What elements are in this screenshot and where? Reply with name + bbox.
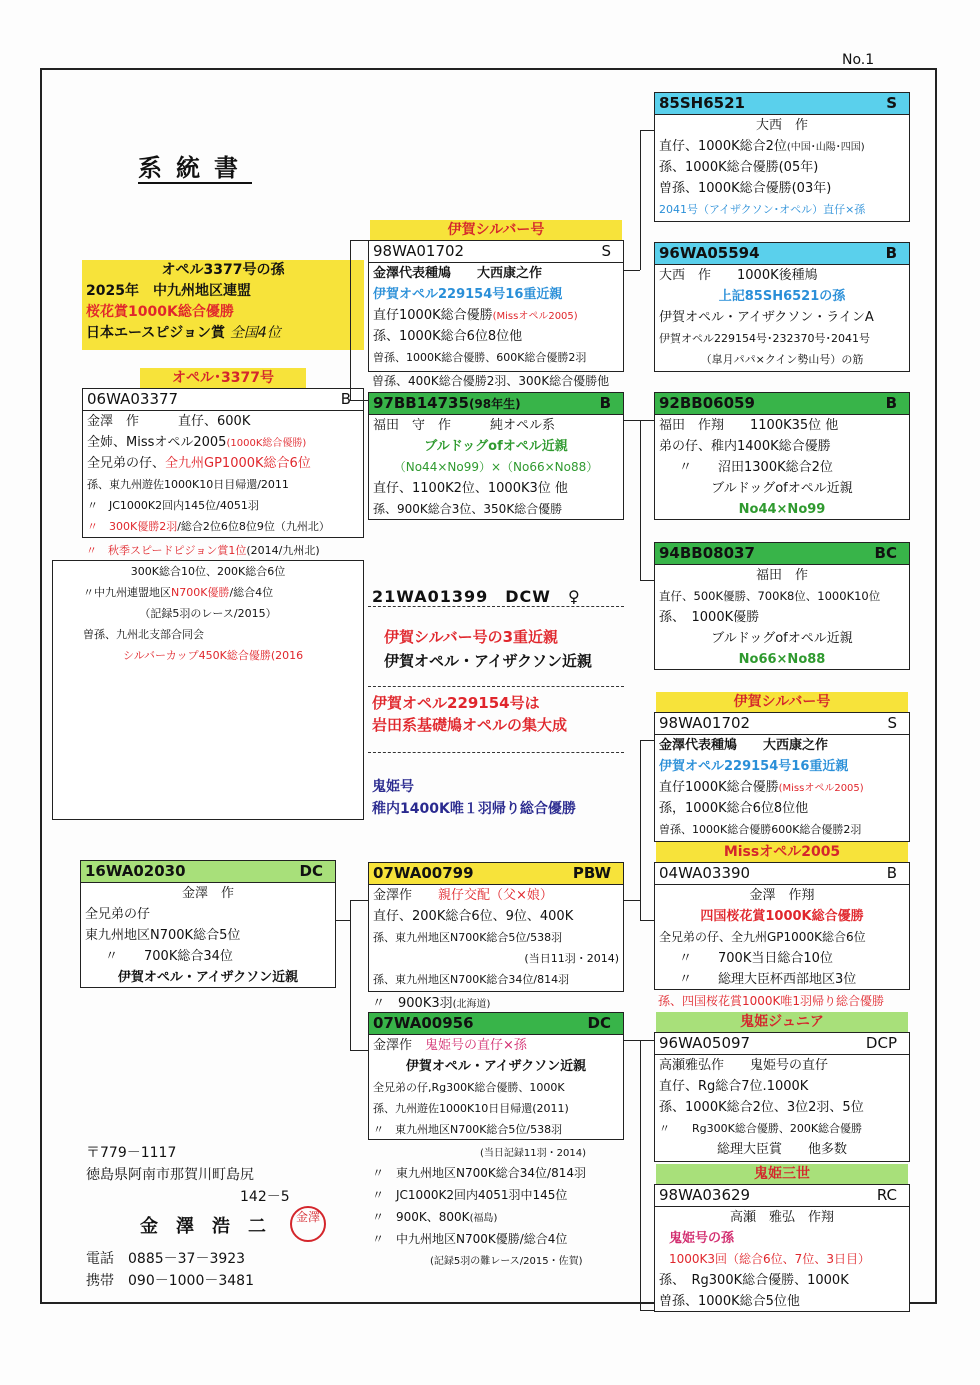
b-dam-overflow: 〃 中九州地区N700K優勝/総合4位 (372, 1232, 568, 1246)
connector (640, 920, 654, 921)
b-dam-line: 伊賀オペル・アイザクソン近親 (405, 1059, 587, 1074)
b-dam-line: 金澤作 鬼姫号の直仔×孫 (373, 1038, 527, 1053)
sd-line: 大西 作 1000K後種鳩 (659, 268, 818, 283)
b-sire-line: (当日11羽・2014) (524, 952, 619, 965)
bottom-left-line: 〃 700K総合34位 (105, 949, 233, 964)
bss-box (654, 1032, 910, 1162)
b-dam-header: 07WA00956 DC (369, 1013, 623, 1035)
sire2-box (654, 712, 910, 842)
ss-line: 曽孫、1000K総合優勝(03年) (659, 181, 832, 196)
bsd-label: 鬼姫三世 (656, 1164, 908, 1184)
connector (624, 900, 640, 901)
subject-line: 金澤 作 直仔、600K (87, 414, 251, 429)
connector (350, 1050, 368, 1051)
b-sire-line: 直仔、200K総合6位、9位、400K (373, 909, 574, 924)
subject-label: オペル･3377号 (140, 368, 306, 388)
ss-line: 直仔、1000K総合2位(中国･山陽･四国) (659, 139, 865, 154)
summary-line: 桜花賞1000K総合優勝 (86, 304, 234, 320)
summary-box (82, 260, 364, 350)
owner-address: 徳島県阿南市那賀川町島尻 (86, 1167, 254, 1183)
ss-line: 2041号（アイザクソン･オペル）直仔×孫 (659, 203, 866, 216)
bss-line: 高瀬雅弘作 鬼姫号の直仔 (659, 1058, 829, 1073)
dam-line: 福田 守 作 純オペル系 (373, 418, 556, 433)
ds-header: 92BB06059 B (655, 393, 909, 415)
bottom-left-box (80, 860, 336, 988)
sire-label: 伊賀シルバー号 (370, 220, 622, 240)
owner-postal: 〒779－1117 (86, 1145, 177, 1161)
b-sire-line: 孫、東九州地区N700K総合5位/538羽 (373, 931, 563, 944)
ds-line: 福田 作翔 1100K35位 他 (659, 418, 839, 433)
dd-box (654, 542, 910, 670)
connector (350, 900, 351, 1050)
ss-line: 大西 作 (755, 118, 808, 133)
ds-box (654, 392, 910, 520)
middle-ring: 21WA01399 DCW ♀ (372, 587, 581, 606)
b-dam-line: 全兄弟の仔,Rg300K総合優勝、1000K (373, 1081, 565, 1094)
dam2-line: 金澤 作翔 (749, 888, 815, 903)
sire-header: 98WA01702 S (369, 241, 623, 263)
sd-header: 96WA05594 B (655, 243, 909, 265)
summary-line: 日本エースピジョン賞 全国4位 (86, 325, 281, 341)
dam2-line: 〃 700K当日総合10位 (679, 951, 833, 966)
b-dam-line: 〃 東九州地区N700K総合5位/538羽 (373, 1123, 563, 1136)
page-title: 系統書 (138, 154, 252, 182)
sd-line: 上記85SH6521の孫 (718, 289, 846, 304)
bsd-box (654, 1184, 910, 1312)
sd-box (654, 242, 910, 372)
bss-line: 直仔、Rg総合7位.1000K (659, 1079, 809, 1094)
connector (640, 1310, 654, 1311)
bottom-left-line: 全兄弟の仔 (85, 907, 151, 922)
dam-line: 孫、900K総合3位、350K総合優勝 (373, 502, 563, 516)
subject-line: 〃 JC1000K2回内145位/4051羽 (87, 499, 259, 512)
page-number: No.1 (842, 52, 875, 68)
b-dam-overflow: (記録5羽の難レース/2015・佐賀) (430, 1256, 583, 1267)
dash-line (368, 752, 624, 753)
subject-line: 全兄弟の仔、全九州GP1000K総合6位 (87, 456, 311, 471)
b-sire-line: 孫、東九州地区N700K総合34位/814羽 (373, 973, 570, 986)
dash-line (368, 606, 624, 607)
connector (336, 920, 350, 921)
b-dam-overflow: 〃 東九州地区N700K総合34位/814羽 (372, 1166, 586, 1180)
connector (350, 240, 351, 400)
b-dam-box (368, 1012, 624, 1140)
connector (640, 420, 641, 580)
subject-more-line: （記録5羽のレース/2015） (139, 607, 277, 620)
sire2-label: 伊賀シルバー号 (656, 692, 908, 712)
middle-line: 伊賀シルバー号の3重近親 (384, 628, 559, 646)
sire2-header: 98WA01702 S (655, 713, 909, 735)
sire-box (368, 240, 624, 372)
bsd-line: 曽孫、1000K総合5位他 (659, 1294, 800, 1309)
subject-more-line: 曽孫、九州北支部合同会 (83, 628, 204, 641)
sire2-line: 伊賀オペル229154号16重近親 (659, 759, 849, 774)
b-sire-overflow: 〃 900K3羽(北海道) (372, 996, 491, 1011)
dd-line: 孫、 1000K優勝 (659, 610, 760, 625)
bsd-line: 鬼姫号の孫 (669, 1231, 735, 1246)
dd-line: ブルドッグofオペル近親 (711, 631, 853, 646)
connector (640, 740, 641, 920)
dd-header: 94BB08037 BC (655, 543, 909, 565)
owner-seal: 金澤 (290, 1206, 326, 1242)
sire2-line: 曽孫、1000K総合優勝600K総合優勝2羽 (659, 823, 862, 836)
b-sire-line: 金澤作 親仔交配（父×娘） (373, 888, 553, 903)
connector (640, 130, 641, 270)
dd-line: 福田 作 (755, 568, 808, 583)
connector (624, 420, 654, 421)
sire2-line: 金澤代表種鳩 大西康之作 (659, 738, 829, 753)
dam-line: ブルドッグofオペル近親 (424, 439, 568, 454)
subject-more-line: 〃中九州連盟地区N700K優勝/総合4位 (83, 586, 274, 599)
subject-box (82, 388, 364, 538)
b-sire-box (368, 862, 624, 992)
b-dam-line: 孫、九州遊佐1000K10日目帰還(2011) (373, 1102, 569, 1115)
bottom-left-line: 東九州地区N700K総合5位 (85, 928, 241, 943)
middle-line: 岩田系基礎鳩オペルの集大成 (372, 716, 568, 734)
bss-line: 孫、1000K総合2位、3位2羽、5位 (659, 1100, 864, 1115)
sire2-line: 孫，1000K総合6位8位他 (659, 801, 809, 816)
bss-line: 総理大臣賞 他多数 (716, 1142, 847, 1157)
dam2-overflow: 孫、四国桜花賞1000K唯1羽帰り総合優勝 (658, 994, 885, 1008)
owner-mobile: 携帯 090－1000－3481 (86, 1273, 254, 1289)
b-sire-header: 07WA00799 PBW (369, 863, 623, 885)
middle-line: 鬼姫号 (372, 779, 414, 795)
connector (640, 130, 654, 131)
connector (640, 580, 654, 581)
owner-address2: 142－5 (240, 1189, 290, 1205)
sire-line: 曽孫、1000K総合優勝、600K総合優勝2羽 (373, 351, 587, 364)
bsd-line: 孫、 Rg300K総合優勝、1000K (659, 1273, 849, 1288)
subject-more-line: シルバーカップ450K総合優勝(2016 (123, 649, 304, 662)
sire-overflow: 曽孫、400K総合優勝2羽、300K総合優勝他 (372, 374, 610, 388)
sd-line: （皐月パパ×クイン勢山号）の筋 (700, 353, 864, 366)
sire-line: 金澤代表種鳩 大西康之作 (373, 266, 543, 281)
dam2-header: 04WA03390 B (655, 863, 909, 885)
connector (640, 1040, 641, 1310)
sire-line: 直仔1000K総合優勝(Missオペル2005) (373, 308, 578, 323)
bss-line: 〃 Rg300K総合優勝、200K総合優勝 (659, 1122, 863, 1135)
subject-more-box (52, 560, 364, 820)
dd-line: No66×No88 (738, 652, 826, 667)
owner-name: 金 澤 浩 二 (140, 1216, 266, 1237)
bss-label: 鬼姫ジュニア (656, 1012, 908, 1032)
bottom-left-line: 伊賀オペル・アイザクソン近親 (117, 970, 299, 985)
dd-line: 直仔、500K優勝、700K8位、1000K10位 (659, 589, 881, 603)
dash-line (368, 686, 624, 687)
b-dam-overflow: (当日記録11羽・2014) (480, 1148, 586, 1159)
dam-line: 直仔、1100K2位、1000K3位 他 (373, 481, 568, 496)
ds-line: 〃 沼田1300K総合2位 (679, 460, 833, 475)
connector (350, 900, 368, 901)
summary-line: 2025年 中九州地区連盟 (86, 283, 251, 299)
subject-line: 〃 300K優勝2羽/総合2位6位8位9位（九州北） (87, 520, 330, 533)
sire-line: 伊賀オペル229154号16重近親 (373, 287, 563, 302)
bsd-line: 1000K3回（総合6位、7位、3日目） (669, 1252, 870, 1266)
middle-line: 伊賀オペル229154号は (372, 694, 540, 712)
ss-line: 孫、1000K総合優勝(05年) (659, 160, 819, 175)
dam2-box (654, 862, 910, 990)
ss-header: 85SH6521 S (655, 93, 909, 115)
connector (624, 270, 640, 271)
subject-note: 〃 秋季スピードピジョン賞1位(2014/九州北) (86, 544, 320, 557)
sd-line: 伊賀オペル・アイザクソン・ラインA (659, 310, 874, 325)
connector (350, 240, 368, 241)
subject-more-line: 300K総合10位、200K総合6位 (130, 565, 286, 578)
dam2-label: Missオペル2005 (656, 842, 908, 862)
bsd-line: 高瀬 雅弘 作翔 (729, 1210, 834, 1225)
sire2-line: 直仔1000K総合優勝(Missオペル2005) (659, 780, 864, 795)
sd-line: 伊賀オペル229154号･232370号･2041号 (659, 332, 870, 345)
subject-line: 全姉、Missオペル2005(1000K総合優勝) (87, 435, 307, 450)
connector (640, 740, 654, 741)
ds-line: No44×No99 (738, 502, 826, 517)
dam2-line: 〃 総理大臣杯西部地区3位 (679, 972, 857, 987)
bottom-left-line: 金澤 作 (181, 886, 234, 901)
b-dam-overflow: 〃 JC1000K2回内4051羽中145位 (372, 1188, 568, 1202)
bss-header: 96WA05097 DCP (655, 1033, 909, 1055)
summary-line: オペル3377号の孫 (161, 262, 285, 278)
dam2-line: 四国桜花賞1000K総合優勝 (700, 909, 864, 924)
middle-line: 稚内1400K唯１羽帰り総合優勝 (372, 801, 576, 817)
bsd-header: 98WA03629 RC (655, 1185, 909, 1207)
subject-header: 06WA03377 B (83, 389, 363, 411)
owner-phone: 電話 0885－37－3923 (86, 1251, 246, 1267)
subject-line: 孫、東九州遊佐1000K10日目帰還/2011 (87, 478, 289, 491)
b-dam-overflow: 〃 900K、800K(福島) (372, 1210, 498, 1224)
dam-line: （No44×No99）×（No66×No88） (393, 460, 599, 474)
ds-line: ブルドッグofオペル近親 (711, 481, 853, 496)
ds-line: 弟の仔、稚内1400K総合優勝 (659, 439, 831, 454)
dam-box (368, 392, 624, 520)
dam2-line: 全兄弟の仔、全九州GP1000K総合6位 (659, 930, 866, 944)
sire-line: 孫、1000K総合6位8位他 (373, 329, 523, 344)
ss-box (654, 92, 910, 222)
dam-header: 97BB14735(98年生) B (369, 393, 623, 415)
connector (350, 400, 368, 401)
connector (624, 1040, 654, 1041)
bottom-left-header: 16WA02030 DC (81, 861, 335, 883)
middle-line: 伊賀オペル・アイザクソン近親 (384, 652, 593, 670)
